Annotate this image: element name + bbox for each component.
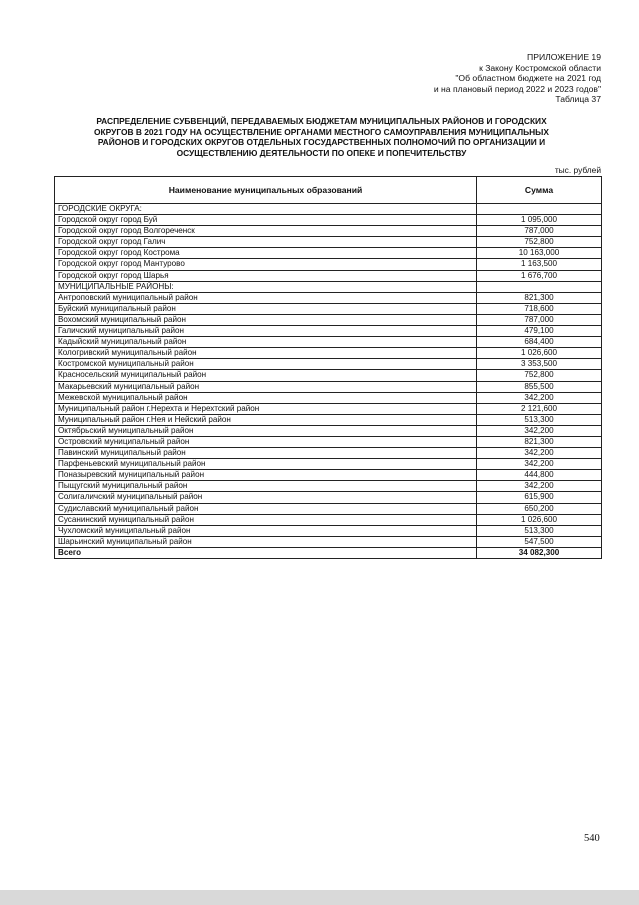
table-row xyxy=(55,403,602,414)
header-name-column: Наименование муниципальных образований xyxy=(55,177,477,204)
row-name: Городской округ город Шарья xyxy=(55,270,477,281)
table-row xyxy=(55,525,602,536)
title-line: РАСПРЕДЕЛЕНИЕ СУБВЕНЦИЙ, ПЕРЕДАВАЕМЫХ БЮДЖЕТАМ МУНИЦИПАЛЬНЫХ РАЙОНОВ И ГОРОДСКИХ xyxy=(96,116,547,126)
row-sum: 752,800 xyxy=(477,370,602,381)
table-row xyxy=(55,281,602,292)
table-row xyxy=(55,359,602,370)
row-name: Городской округ город Волгореченск xyxy=(55,226,477,237)
row-name: Поназыревский муниципальный район xyxy=(55,470,477,481)
table-row xyxy=(55,425,602,436)
page-number: 540 xyxy=(584,833,600,844)
row-sum: 342,200 xyxy=(477,392,602,403)
title-line: ОСУЩЕСТВЛЕНИЮ ДЕЯТЕЛЬНОСТИ ПО ОПЕКЕ И ПОПЕЧИТЕЛЬСТВУ xyxy=(176,147,467,158)
row-name: Октябрьский муниципальный район xyxy=(55,425,477,436)
row-name: Антроповский муниципальный район xyxy=(55,292,477,303)
row-sum: 1 026,600 xyxy=(477,348,602,359)
table-row xyxy=(55,459,602,470)
row-name: Кадыйский муниципальный район xyxy=(55,337,477,348)
row-name: Судиславский муниципальный район xyxy=(55,503,477,514)
row-name: Городской округ город Мантурово xyxy=(55,259,477,270)
row-sum: 342,200 xyxy=(477,448,602,459)
row-name: ГОРОДСКИЕ ОКРУГА: xyxy=(55,204,477,215)
appendix-line: "Об областном бюджете на 2021 год xyxy=(455,73,601,84)
row-sum: 547,500 xyxy=(477,536,602,547)
table-row xyxy=(55,348,602,359)
row-name: Городской округ город Кострома xyxy=(55,248,477,259)
appendix-line: и на плановый период 2022 и 2023 годов" xyxy=(433,83,601,94)
row-name: Парфеньевский муниципальный район xyxy=(55,459,477,470)
table-body xyxy=(55,204,602,559)
row-name: МУНИЦИПАЛЬНЫЕ РАЙОНЫ: xyxy=(55,281,477,292)
row-name: Межевской муниципальный район xyxy=(55,392,477,403)
row-name: Костромской муниципальный район xyxy=(55,359,477,370)
row-name: Муниципальный район г.Нея и Нейский район xyxy=(55,414,477,425)
table-row xyxy=(55,215,602,226)
table-row xyxy=(55,514,602,525)
row-name: Чухломский муниципальный район xyxy=(55,525,477,536)
row-sum: 444,800 xyxy=(477,470,602,481)
row-name: Буйский муниципальный район xyxy=(55,303,477,314)
row-sum: 1 095,000 xyxy=(477,215,602,226)
row-sum: 684,400 xyxy=(477,337,602,348)
row-name: Павинский муниципальный район xyxy=(55,448,477,459)
row-sum: 342,200 xyxy=(477,425,602,436)
row-sum: 342,200 xyxy=(477,459,602,470)
row-name: Пыщугский муниципальный район xyxy=(55,481,477,492)
row-sum: 650,200 xyxy=(477,503,602,514)
row-name: Солигаличский муниципальный район xyxy=(55,492,477,503)
table-row xyxy=(55,436,602,447)
row-sum: 2 121,600 xyxy=(477,403,602,414)
row-sum: 10 163,000 xyxy=(477,248,602,259)
row-name: Галичский муниципальный район xyxy=(55,326,477,337)
row-sum: 479,100 xyxy=(477,326,602,337)
row-sum: 787,000 xyxy=(477,226,602,237)
table-row xyxy=(55,448,602,459)
table-row xyxy=(55,314,602,325)
table-header-row xyxy=(55,177,602,204)
units-label: тыс. рублей xyxy=(554,165,601,175)
row-sum: 34 082,300 xyxy=(477,547,602,558)
total-row xyxy=(55,547,602,558)
row-sum: 1 163,500 xyxy=(477,259,602,270)
table-row xyxy=(55,392,602,403)
table-row xyxy=(55,470,602,481)
table-row xyxy=(55,270,602,281)
row-sum: 787,000 xyxy=(477,314,602,325)
row-name: Макарьевский муниципальный район xyxy=(55,381,477,392)
appendix-line: к Закону Костромской области xyxy=(479,62,601,73)
row-name: Городской округ город Буй xyxy=(55,215,477,226)
title-line: РАЙОНОВ И ГОРОДСКИХ ОКРУГОВ ОТДЕЛЬНЫХ ГОСУДАРСТВЕННЫХ ПОЛНОМОЧИЙ ПО ОРГАНИЗАЦИИ И xyxy=(97,137,546,148)
appendix-line: ПРИЛОЖЕНИЕ 19 xyxy=(527,52,601,62)
row-name: Красносельский муниципальный район xyxy=(55,370,477,381)
table-row xyxy=(55,204,602,215)
row-sum: 513,300 xyxy=(477,525,602,536)
row-sum: 855,500 xyxy=(477,381,602,392)
table-row xyxy=(55,503,602,514)
row-name: Вохомский муниципальный район xyxy=(55,314,477,325)
table-row xyxy=(55,492,602,503)
row-sum: 821,300 xyxy=(477,436,602,447)
table-row xyxy=(55,370,602,381)
table-row xyxy=(55,481,602,492)
title-line: ОКРУГОВ В 2021 ГОДУ НА ОСУЩЕСТВЛЕНИЕ ОРГАНАМИ МЕСТНОГО САМОУПРАВЛЕНИЯ МУНИЦИПАЛЬНЫХ xyxy=(94,126,549,137)
row-name: Муниципальный район г.Нерехта и Нерехтский район xyxy=(55,403,477,414)
row-sum xyxy=(477,281,602,292)
scan-edge xyxy=(0,890,639,905)
row-sum: 1 676,700 xyxy=(477,270,602,281)
table-row xyxy=(55,259,602,270)
table-row xyxy=(55,381,602,392)
header-sum-column: Сумма xyxy=(477,177,602,204)
document-title xyxy=(44,116,599,158)
row-name: Сусанинский муниципальный район xyxy=(55,514,477,525)
row-name: Островский муниципальный район xyxy=(55,436,477,447)
row-sum: 752,800 xyxy=(477,237,602,248)
row-sum: 718,600 xyxy=(477,303,602,314)
row-name: Шарьинский муниципальный район xyxy=(55,536,477,547)
row-name: Кологривский муниципальный район xyxy=(55,348,477,359)
appendix-line: Таблица 37 xyxy=(555,94,601,105)
table-row xyxy=(55,326,602,337)
row-sum: 1 026,600 xyxy=(477,514,602,525)
row-sum: 615,900 xyxy=(477,492,602,503)
row-sum: 513,300 xyxy=(477,414,602,425)
row-sum: 821,300 xyxy=(477,292,602,303)
row-sum: 342,200 xyxy=(477,481,602,492)
subventions-table xyxy=(54,176,602,559)
table-row xyxy=(55,337,602,348)
table-row xyxy=(55,303,602,314)
table-row xyxy=(55,248,602,259)
table-row xyxy=(55,292,602,303)
table-row xyxy=(55,536,602,547)
appendix-reference xyxy=(434,52,601,105)
table-row xyxy=(55,226,602,237)
table-row xyxy=(55,414,602,425)
row-name: Всего xyxy=(55,547,477,558)
table-row xyxy=(55,237,602,248)
row-sum xyxy=(477,204,602,215)
row-sum: 3 353,500 xyxy=(477,359,602,370)
row-name: Городской округ город Галич xyxy=(55,237,477,248)
